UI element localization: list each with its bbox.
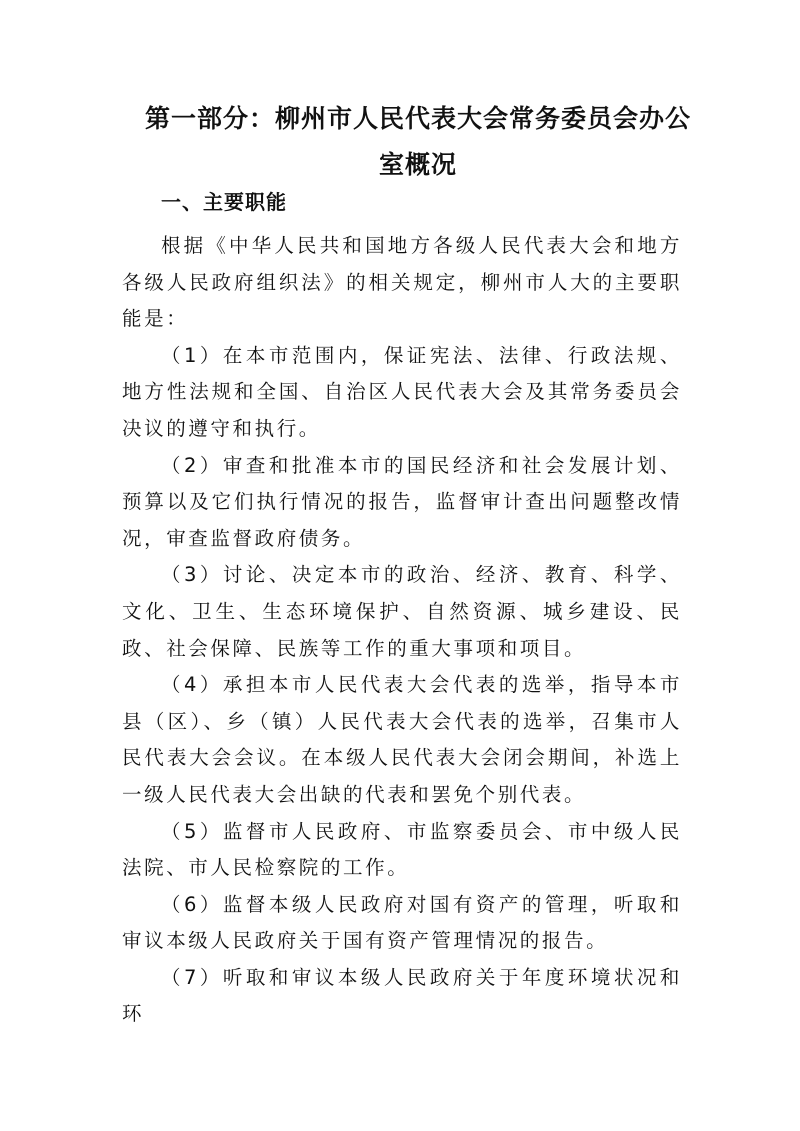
page-title xyxy=(118,96,718,188)
body-text xyxy=(122,228,682,1033)
page-title-line-2: 室概况 xyxy=(378,150,457,179)
paragraph-intro: 根据《中华人民共和国地方各级人民代表大会和地方各级人民政府组织法》的相关规定，柳州市人大的主要职能是： xyxy=(122,234,682,331)
paragraph-2: （2）审查和批准本市的国民经济和社会发展计划、预算以及它们执行情况的报告，监督审计查出问题整改情况，审查监督政府债务。 xyxy=(122,453,682,550)
paragraph-6: （6）监督本级人民政府对国有资产的管理，听取和审议本级人民政府关于国有资产管理情况的报告。 xyxy=(122,892,682,953)
paragraph-3: （3）讨论、决定本市的政治、经济、教育、科学、文化、卫生、生态环境保护、自然资源、城乡建设、民政、社会保障、民族等工作的重大事项和项目。 xyxy=(122,563,682,660)
page-title-line-1: 第一部分：柳州市人民代表大会常务委员会办公 xyxy=(144,104,691,133)
paragraph-7: （7）听取和审议本级人民政府关于年度环境状况和环 xyxy=(122,965,682,1026)
section-heading: 一、主要职能 xyxy=(161,190,287,214)
paragraph-1: （1）在本市范围内，保证宪法、法律、行政法规、地方性法规和全国、自治区人民代表大会及其常务委员会决议的遵守和执行。 xyxy=(122,343,682,440)
paragraph-4: （4）承担本市人民代表大会代表的选举，指导本市县（区）、乡（镇）人民代表大会代表的选举，召集市人民代表大会会议。在本级人民代表大会闭会期间，补选上一级人民代表大会出缺的代表和罢免个别代表。 xyxy=(122,673,682,806)
paragraph-5: （5）监督市人民政府、市监察委员会、市中级人民法院、市人民检察院的工作。 xyxy=(122,819,682,880)
